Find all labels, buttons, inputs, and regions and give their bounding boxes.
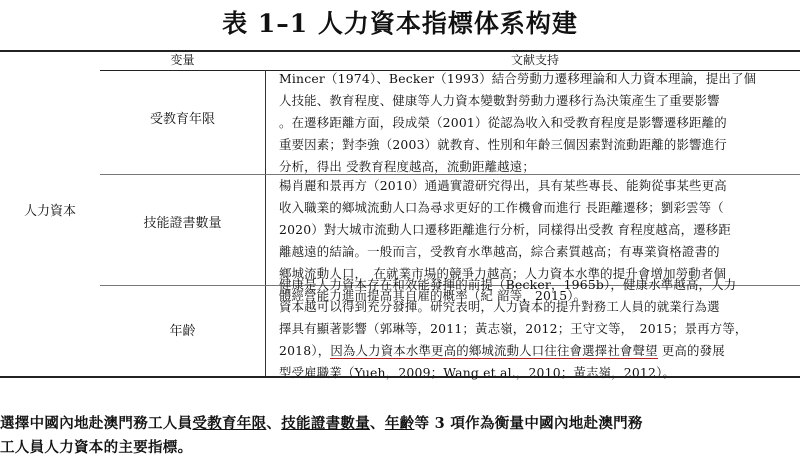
header-literature: 文献支持 bbox=[510, 53, 559, 67]
text-line: 體經營能力進而提高其自雇的概率（紀 韶等，2015）。 bbox=[279, 288, 587, 303]
literature-education-years bbox=[279, 68, 789, 178]
table-title: 表 1–1 人力資本指標体系构建 bbox=[222, 9, 578, 38]
note-suffix: 等 3 項作為衡量中國內地赴澳門務 bbox=[414, 415, 643, 432]
text-line: 健康是人力資本存在和效能發揮的前提（Becker，1965b），健康水準越高，人力 bbox=[279, 277, 737, 292]
text-line: 重要因素；對李強（2003）就教育、性別和年齡三個因素對流動距離的影響進行 bbox=[279, 137, 727, 152]
table-bottom-rule bbox=[0, 376, 800, 378]
note-line-1 bbox=[0, 412, 790, 436]
text-line: 資本越可以得到充分發揮。研究表明，人力資本的提升對務工人員的就業行為選 bbox=[279, 299, 720, 314]
text-line: 分析，得出 受教育程度越高，流動距離越遠； bbox=[279, 159, 535, 174]
variable-age: 年齡 bbox=[169, 324, 196, 339]
variable-education-years: 受教育年限 bbox=[149, 112, 215, 127]
text-line: 離越遠的結論。一般而言，受教育水準越高，綜合素質越高；有專業資格證書的 bbox=[279, 244, 720, 259]
text-line: 2018），因為人力資本水準更高的鄉城流動人口往往會選擇社會聲望 更高的發展 bbox=[279, 343, 725, 358]
note-separator: 、 bbox=[370, 415, 385, 432]
variable-skill-certificates: 技能證書數量 bbox=[143, 216, 222, 231]
note-separator: 、 bbox=[266, 415, 282, 432]
keyword-education-years: 受教育年限 bbox=[192, 415, 267, 432]
literature-age bbox=[279, 274, 789, 384]
text-line: 鄉城流動人口， 在就業市場的競爭力越高；人力資本水準的提升會增加勞動者個 bbox=[279, 266, 727, 281]
note-prefix: 選擇中國內地赴澳門務工人員 bbox=[0, 415, 193, 432]
text-line: 人技能、教育程度、健康等人力資本變數對勞動力遷移行為決策產生了重要影響 bbox=[279, 93, 720, 108]
category-cell: 人力資本 bbox=[23, 204, 76, 219]
column-divider bbox=[265, 70, 266, 376]
text-line: 。在遷移距離方面，段成榮（2001）從認為收入和受教育程度是影響遷移距離的 bbox=[279, 115, 727, 130]
keyword-age: 年齡 bbox=[384, 415, 415, 432]
text-line: 收入職業的鄉城流動人口為尋求更好的工作機會而進行 長距離遷移；劉彩雲等（ bbox=[279, 200, 724, 215]
text-line: 擇具有顯著影響（郭琳等，2011；黃志嶺，2012；王守文等， 2015；景再方等， bbox=[279, 321, 748, 336]
human-capital-indicator-table bbox=[0, 50, 800, 378]
keyword-skill-certificates: 技能證書數量 bbox=[281, 415, 371, 432]
text-line: 2020）對大城市流動人口遷移距離進行分析，同樣得出受教 育程度越高，遷移距 bbox=[279, 222, 731, 237]
underlined-phrase: 因為人力資本水準更高的鄉城流動人口往往會選擇社會聲望 bbox=[330, 343, 658, 358]
text-line: 楊肖麗和景再方（2010）通過實證研究得出，具有某些專長、能夠從事某些更高 bbox=[279, 178, 727, 193]
header-variable: 变量 bbox=[170, 53, 195, 67]
indicator-note bbox=[0, 412, 790, 460]
text-line: 型受雇職業（Yueh，2009；Wang et al.，2010；黃志嶺，2012）。 bbox=[279, 365, 676, 380]
note-line-2: 工人員人力資本的主要指標。 bbox=[0, 439, 193, 456]
text-line: Mincer（1974）、Becker（1993）結合勞動力遷移理論和人力資本理論，提出了個 bbox=[279, 71, 757, 86]
